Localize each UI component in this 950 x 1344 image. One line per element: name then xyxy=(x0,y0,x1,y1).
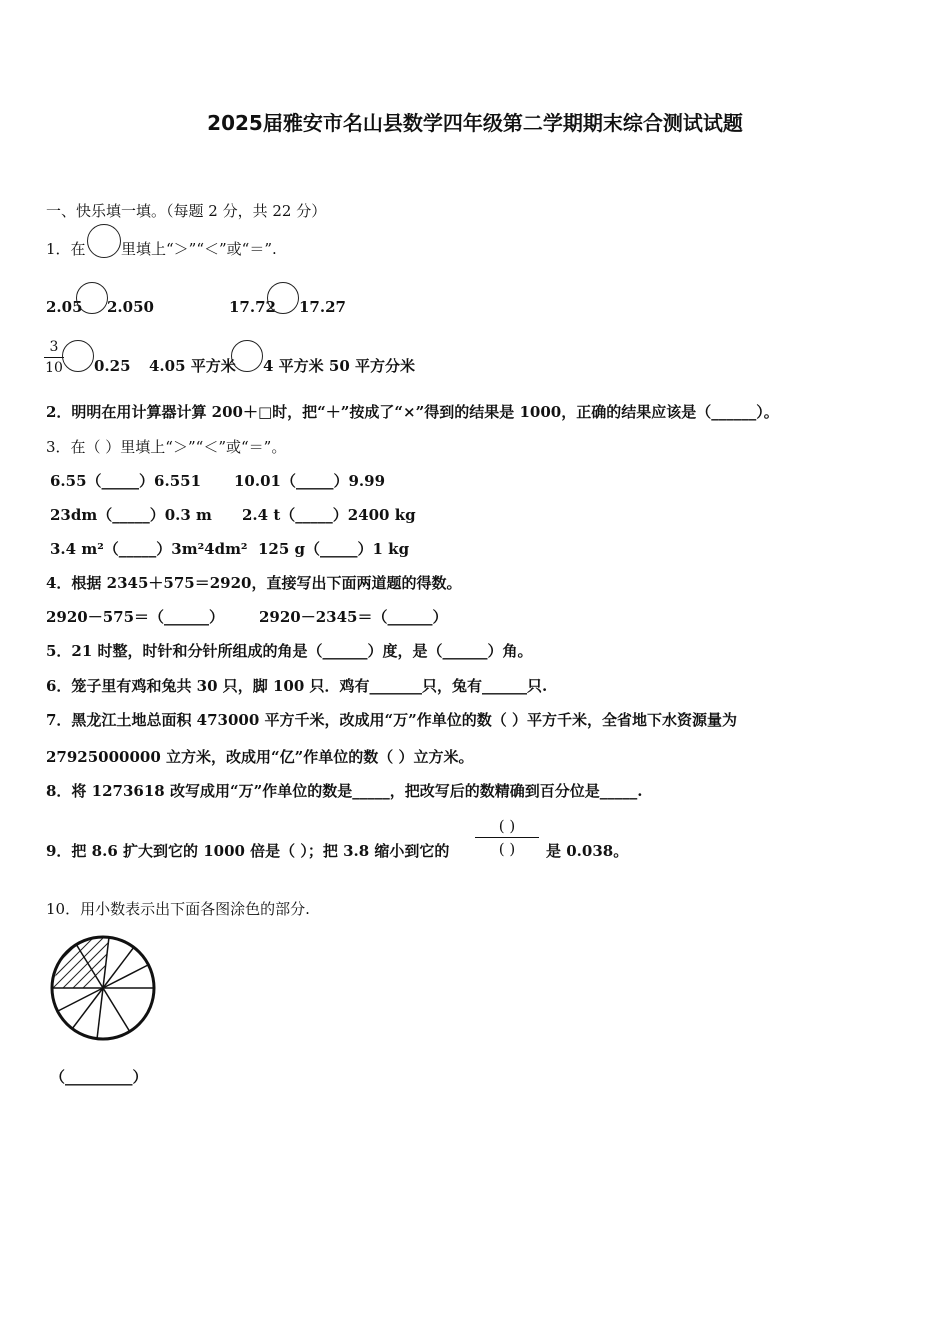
q1-r1b-right: 17.27 xyxy=(299,298,346,316)
q6-text: 6．笼子里有鸡和兔共 30 只，脚 100 只．鸡有_______只，兔有______只. xyxy=(46,677,548,695)
answer-circle[interactable] xyxy=(87,224,121,258)
pie-figure xyxy=(48,933,158,1043)
q4-b: 2920－2345＝（______） xyxy=(259,608,448,626)
q9-fraction xyxy=(475,816,539,859)
q1-r1a-left: 2.05 xyxy=(46,298,83,316)
q3-r1b: 10.01（_____）9.99 xyxy=(234,472,386,490)
q8-text: 8．将 1273618 改写成用“万”作单位的数是_____，把改写后的数精确到百分位是_____. xyxy=(46,782,643,800)
q9-left: 9．把 8.6 扩大到它的 1000 倍是（ ）；把 3.8 缩小到它的 xyxy=(46,842,450,860)
q3-r2b: 2.4 t（_____）2400 kg xyxy=(242,506,416,524)
q1-r1b-left: 17.72 xyxy=(229,298,276,316)
q1-r2a-right: 0.25 xyxy=(94,357,131,375)
q3-r1a: 6.55（_____）6.551 xyxy=(50,472,202,490)
answer-circle[interactable] xyxy=(267,282,299,314)
q3-r3b: 125 g（_____）1 kg xyxy=(258,540,410,558)
q1-prefix: 1．在 xyxy=(46,240,86,258)
q9-right: 是 0.038。 xyxy=(546,842,629,860)
fraction-numerator[interactable]: ( ) xyxy=(498,817,516,835)
q1-r2b-right: 4 平方米 50 平方分米 xyxy=(263,357,415,375)
q1-fraction xyxy=(44,338,64,377)
answer-circle[interactable] xyxy=(62,340,94,372)
q10-stem: 10．用小数表示出下面各图涂色的部分. xyxy=(46,900,310,918)
fraction-denominator[interactable]: ( ) xyxy=(498,840,516,858)
q3-r3a: 3.4 m²（_____）3m²4dm² xyxy=(50,540,248,558)
answer-circle[interactable] xyxy=(231,340,263,372)
q5-text: 5．21 时整，时针和分针所组成的角是（______）度，是（______）角。 xyxy=(46,642,533,660)
q1-suffix: 里填上“＞”“＜”或“＝”. xyxy=(121,240,277,258)
answer-circle[interactable] xyxy=(76,282,108,314)
q2-text: 2．明明在用计算器计算 200＋□时，把“＋”按成了“×”得到的结果是 1000，正确的结果应该是（______）。 xyxy=(46,403,779,421)
q3-stem: 3．在（ ）里填上“＞”“＜”或“＝”。 xyxy=(46,438,287,456)
q1-r2b-left: 4.05 平方米 xyxy=(149,357,236,375)
page-title: 2025届雅安市名山县数学四年级第二学期期末综合测试试题 xyxy=(207,111,743,135)
q7-line2: 27925000000 立方米，改成用“亿”作单位的数（ ）立方米。 xyxy=(46,748,474,766)
q10-answer[interactable]: （_________） xyxy=(50,1068,148,1086)
q4-a: 2920－575＝（______） xyxy=(46,608,225,626)
section-heading: 一、快乐填一填。（每题 2 分，共 22 分） xyxy=(46,202,327,220)
q4-stem: 4．根据 2345＋575＝2920，直接写出下面两道题的得数。 xyxy=(46,574,462,592)
fraction-numerator: 3 xyxy=(49,339,59,355)
q7-line1: 7．黑龙江土地总面积 473000 平方千米，改成用“万”作单位的数（ ）平方千米，全省地下水资源量为 xyxy=(46,711,737,729)
q1-r1a-right: 2.050 xyxy=(107,298,154,316)
q3-r2a: 23dm（_____）0.3 m xyxy=(50,506,212,524)
fraction-denominator: 10 xyxy=(45,360,63,376)
